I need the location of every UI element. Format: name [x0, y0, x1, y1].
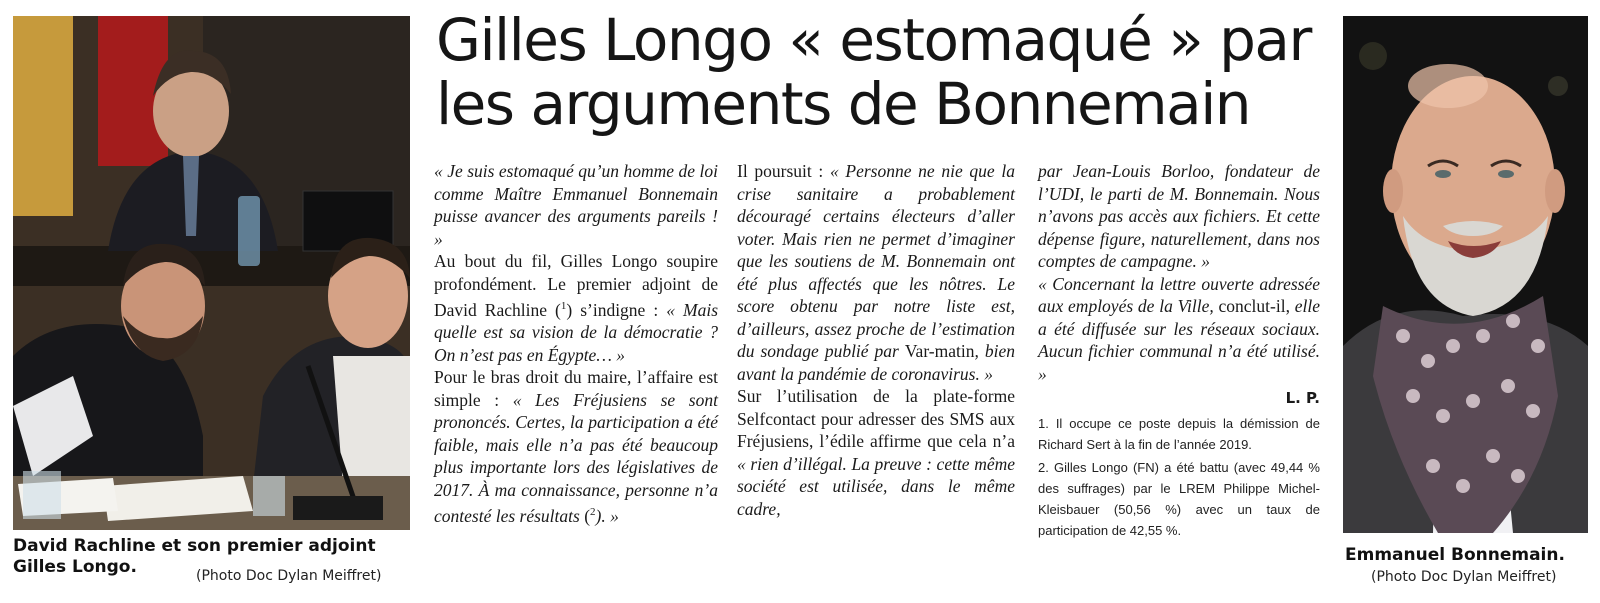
footnote-ref-1: 1 [560, 300, 567, 312]
quote: par Jean-Louis Borloo, fondateur de l’UDI, le parti de M. Bonnemain. Nous n’avons pas accès aux fichiers. Et cette dépense figure, naturellement, dans nos comptes de campagne. » [1038, 161, 1320, 271]
quote: « Concernant la lettre ouverte adressée aux employés de la Ville, [1038, 273, 1320, 316]
photo-bonnemain [1343, 16, 1588, 533]
paragraph [1038, 160, 1320, 273]
headline: Gilles Longo « estomaqué » par les arguments de Bonnemain [436, 6, 1311, 138]
text: ) s’indigne : [566, 299, 667, 320]
article-column-2 [737, 160, 1015, 520]
paragraph [434, 160, 718, 250]
text: Pour le bras droit du maire, l’affaire est simple : [434, 367, 718, 410]
paragraph [434, 250, 718, 366]
text: Var-matin [904, 341, 975, 361]
quote: , bien avant la pandémie de coronavirus. » [737, 341, 1015, 384]
paragraph: Pour le bras droit du maire, l’affaire est simple : « Les Fréjusiens se sont prononcés. Certes, la participation a été faible, mais elle n’a pas été beaucoup plus importante lors des législatives de 2017. À ma connaissance, personne n’a contesté les résultats ($^2$). » [434, 367, 718, 527]
article-column-1 [434, 160, 718, 528]
paragraph [1038, 273, 1320, 386]
quote: « Mais quelle est sa vision de la démocratie ? On n’est pas en Égypte… » [434, 299, 719, 365]
text: conclut-il, [1213, 296, 1295, 316]
left-caption-credit: (Photo Doc Dylan Meiffret) [196, 568, 382, 584]
right-caption-main: Emmanuel Bonnemain. [1345, 545, 1565, 565]
meeting-photo-illustration [13, 16, 410, 530]
right-caption-credit: (Photo Doc Dylan Meiffret) [1371, 569, 1557, 585]
article-column-3 [1038, 160, 1320, 541]
quote: « Personne ne nie que la crise sanitaire a probablement découragé certains électeurs d’aller voter. Mais rien ne permet d’imaginer que les soutiens de M. Bonnemain ont été plus affectés que les nôtres. Le score obtenu par notre liste est, d’ailleurs, assez proche de l’estimation du sondage publié par [737, 161, 1015, 361]
quote: elle a été diffusée sur les réseaux sociaux. Aucun fichier communal n’a été utilisé. » [1038, 296, 1320, 384]
text: Au bout du fil, Gilles Longo soupire profondément. Le premier adjoint de David Rachline ( [434, 251, 718, 320]
text: Sur l’utilisation de la plate-forme Selfcontact pour adresser des SMS aux Fréjusiens, l’édile affirme que cela n’a [737, 386, 1015, 451]
quote: « Les Fréjusiens se sont prononcés. Certes, la participation a été faible, mais elle n’a pas été beaucoup plus importante lors des législatives de 2017. À ma connaissance, personne n’a contesté les résultats [434, 389, 718, 527]
quote: « rien d’illégal. La preuve : cette même société est utilisée, dans le même cadre, [737, 453, 1015, 519]
quote: « Je suis estomaqué qu’un homme de loi comme Maître Emmanuel Bonnemain puisse avancer des arguments pareils ! » [434, 161, 718, 249]
left-caption-main: David Rachline et son premier adjoint Gilles Longo. [13, 536, 376, 577]
footnote-2: 2. Gilles Longo (FN) a été battu (avec 49,44 % des suffrages) par le LREM Philippe Michel-Kleisbauer (50,56 %) avec un taux de participation de 42,55 %. [1038, 459, 1320, 538]
paragraph [737, 385, 1015, 520]
text: Il poursuit : [737, 161, 830, 181]
photo-rachline-longo [13, 16, 410, 530]
portrait-illustration [1343, 16, 1588, 533]
author-signature: L. P. [1285, 389, 1320, 407]
paragraph [737, 160, 1015, 385]
footnote-ref-2: 2 [590, 506, 596, 519]
quote-end: ). » [595, 506, 619, 527]
footnote-1: 1. Il occupe ce poste depuis la démission de Richard Sert à la fin de l’année 2019. [1038, 415, 1320, 452]
